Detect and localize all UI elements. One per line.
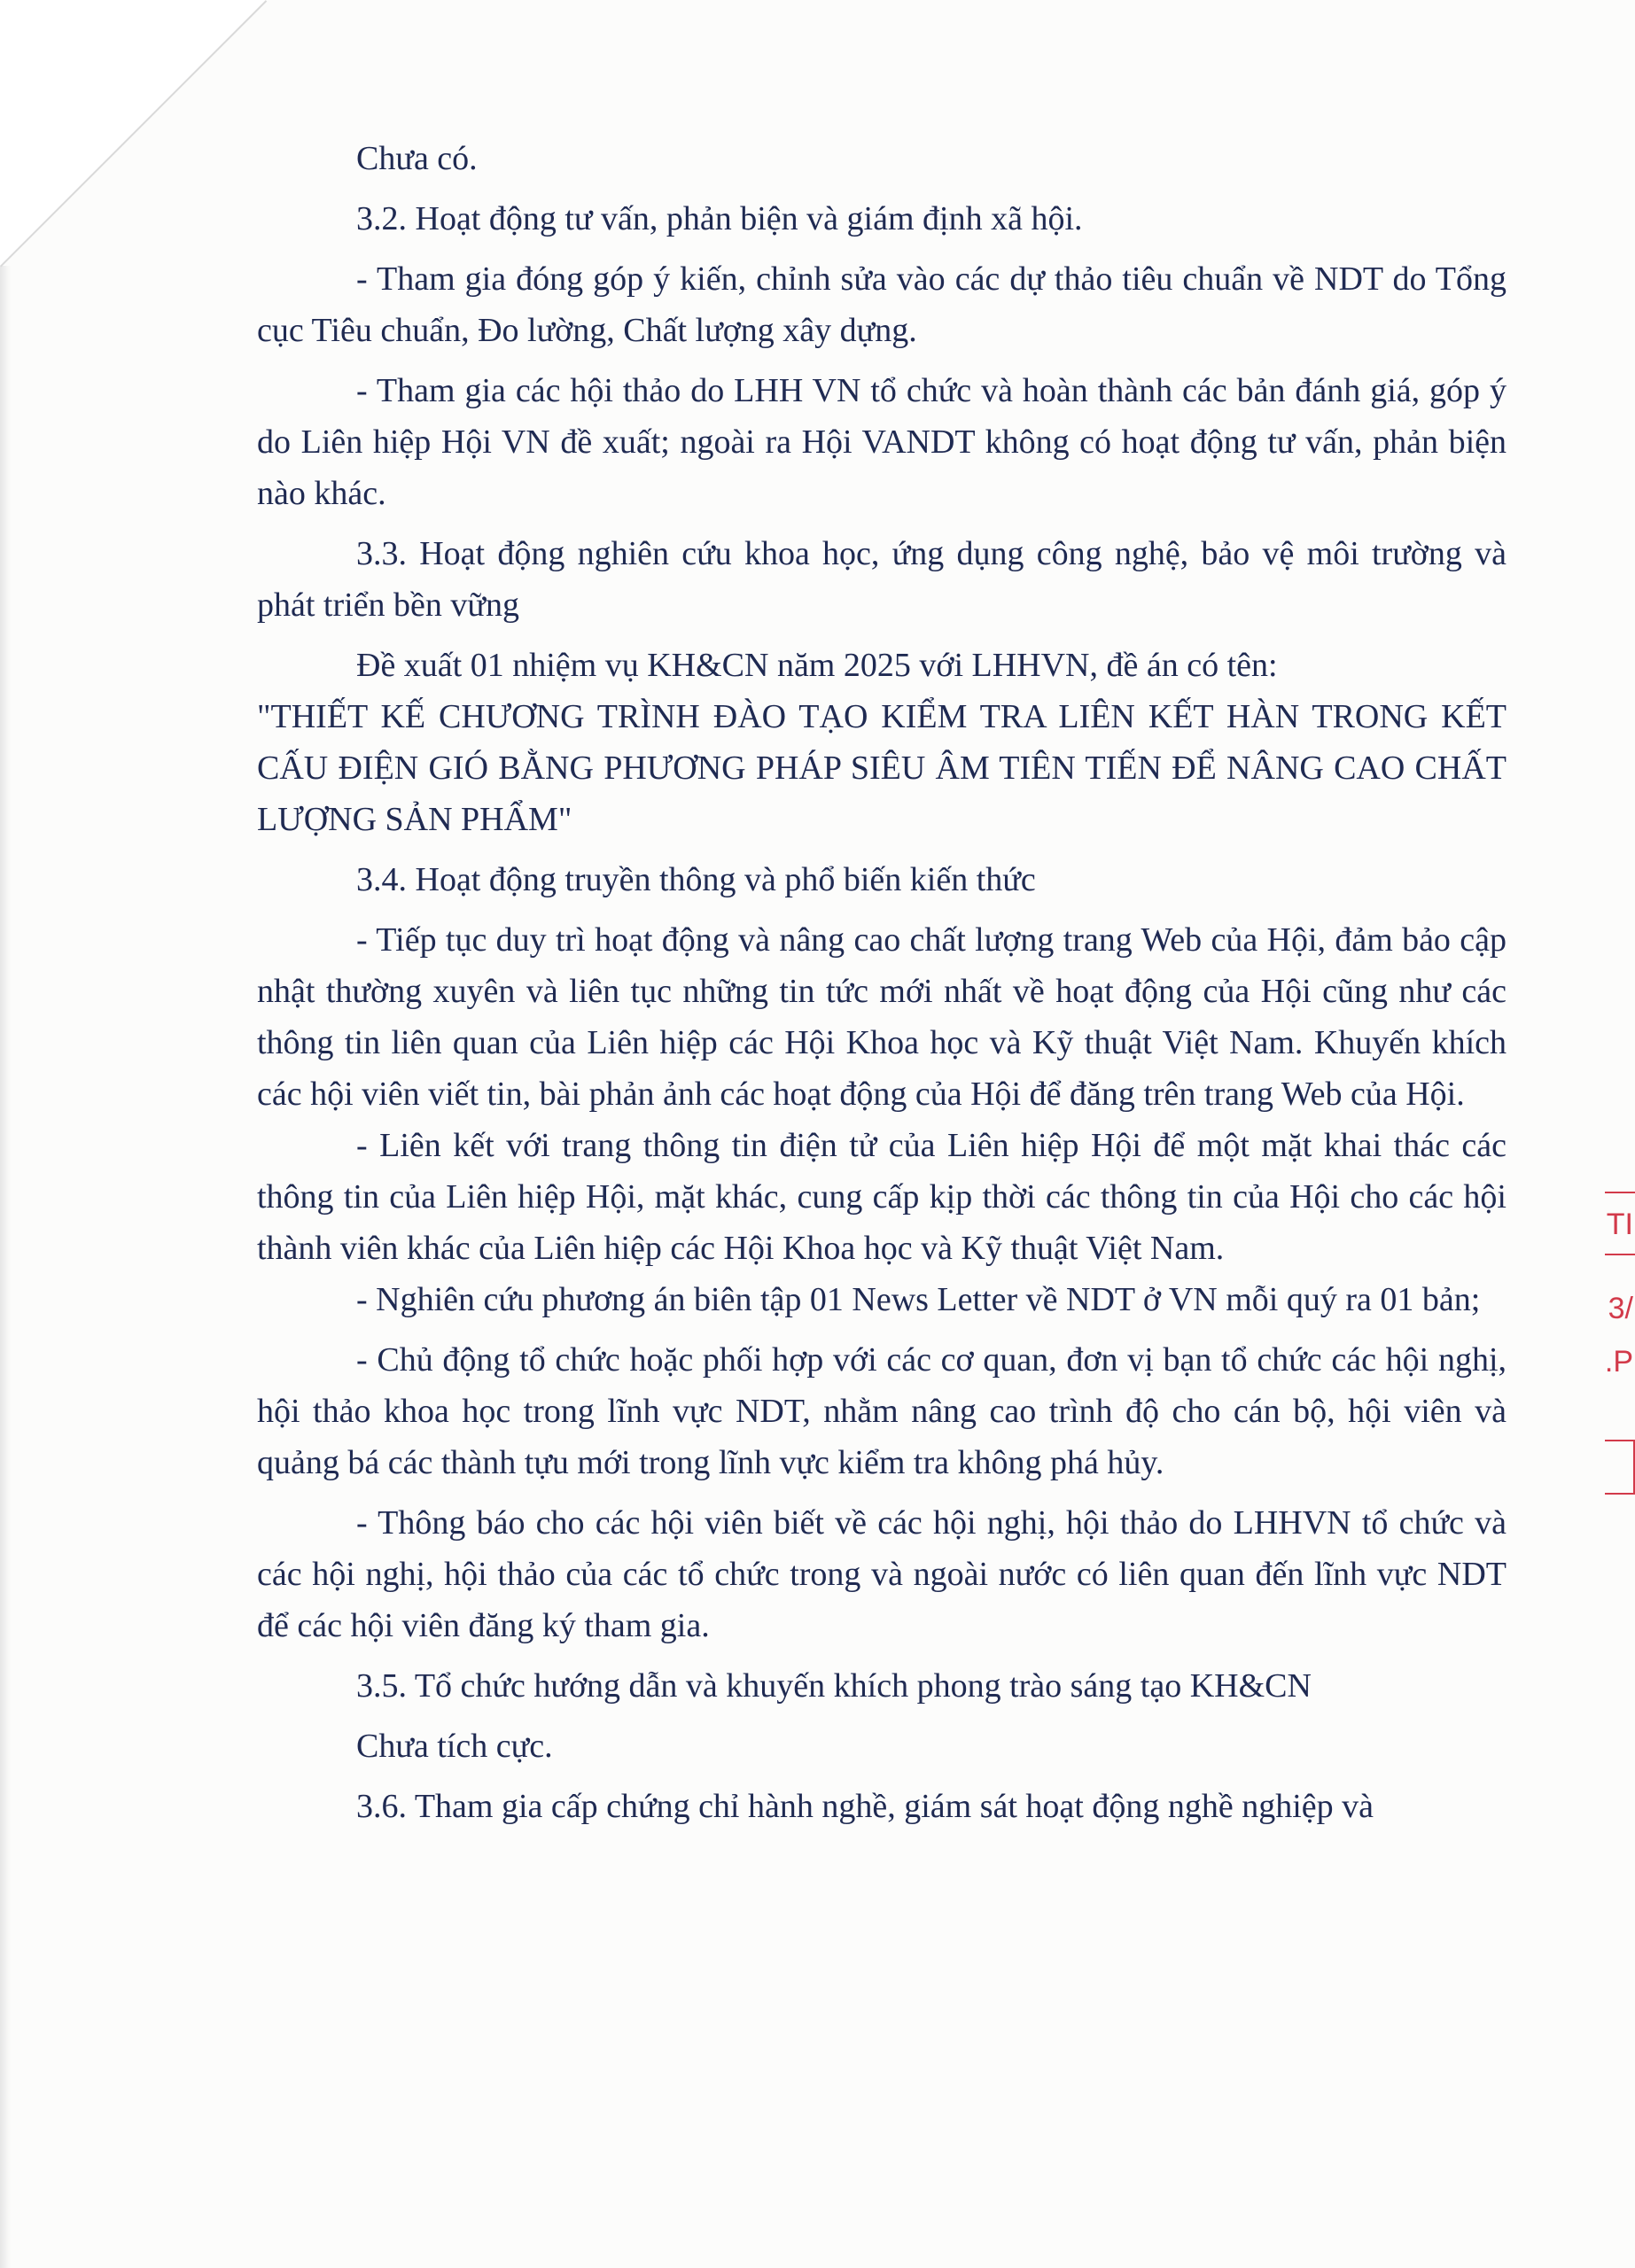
paragraph-workshops: - Tham gia các hội thảo do LHH VN tổ chức và hoàn thành các bản đánh giá, góp ý do Liên hiệp Hội VN đề xuất; ngoài ra Hội VANDT không có hoạt động tư vấn, phản biện nào khác. <box>257 372 1507 512</box>
heading-3-5: 3.5. Tổ chức hướng dẫn và khuyến khích phong trào sáng tạo KH&CN <box>356 1667 1312 1705</box>
stamp-line-3 <box>1605 1440 1635 1441</box>
paragraph-conferences: - Chủ động tổ chức hoặc phối hợp với các cơ quan, đơn vị bạn tổ chức các hội nghị, hội thảo khoa học trong lĩnh vực NDT, nhằm nâng cao trình độ cho cán bộ, hội viên và quảng bá các thành tựu mới trong lĩnh vực kiểm tra không phá hủy. <box>257 1341 1507 1481</box>
paragraph-website: - Tiếp tục duy trì hoạt động và nâng cao chất lượng trang Web của Hội, đảm bảo cập nhật thường xuyên và liên tục những tin tức mới nhất về hoạt động của Hội cũng như các thông tin liên quan của Liên hiệp các Hội Khoa học và Kỹ thuật Việt Nam. Khuyến khích các hội viên viết tin, bài phản ảnh các hoạt động của Hội để đăng trên trang Web của Hội. <box>257 921 1507 1113</box>
paragraph-newsletter: - Nghiên cứu phương án biên tập 01 News Letter về NDT ở VN mỗi quý ra 01 bản; <box>356 1281 1481 1318</box>
paragraph-notifications: - Thông báo cho các hội viên biết về các hội nghị, hội thảo do LHHVN tổ chức và các hội nghị, hội thảo của các tổ chức trong và ngoài nước có liên quan đến lĩnh vực NDT để các hội viên đăng ký tham gia. <box>257 1504 1507 1644</box>
stamp-line-bottom <box>1605 1493 1635 1495</box>
stamp-text-3: .P <box>1604 1345 1633 1379</box>
red-margin-stamp <box>1594 1192 1635 1511</box>
project-title: "THIẾT KẾ CHƯƠNG TRÌNH ĐÀO TẠO KIỂM TRA LIÊN KẾT HÀN TRONG KẾT CẤU ĐIỆN GIÓ BẰNG PHƯƠNG PHÁP SIÊU ÂM TIÊN TIẾN ĐỂ NÂNG CAO CHẤT LƯỢNG SẢN PHẨM" <box>257 698 1507 838</box>
paragraph-chua-co: Chưa có. <box>356 140 478 177</box>
paragraph-portal-link: - Liên kết với trang thông tin điện tử của Liên hiệp Hội để một mặt khai thác các thông tin của Liên hiệp Hội, mặt khác, cung cấp kịp thời các thông tin của Hội cho các hội thành viên khác của Liên hiệp các Hội Khoa học và Kỹ thuật Việt Nam. <box>257 1127 1507 1267</box>
heading-3-3: 3.3. Hoạt động nghiên cứu khoa học, ứng dụng công nghệ, bảo vệ môi trường và phát triển bền vững <box>257 535 1507 624</box>
paragraph-chua-tich-cuc: Chưa tích cực. <box>356 1728 553 1765</box>
paragraph-proposal: Đề xuất 01 nhiệm vụ KH&CN năm 2025 với LHHVN, đề án có tên: <box>356 647 1278 684</box>
stamp-line-2 <box>1605 1254 1635 1255</box>
heading-3-4: 3.4. Hoạt động truyền thông và phổ biến kiến thức <box>356 861 1036 898</box>
stamp-text-2: 3/ <box>1608 1292 1633 1325</box>
stamp-text-1: TI <box>1606 1208 1633 1241</box>
heading-3-6: 3.6. Tham gia cấp chứng chỉ hành nghề, giám sát hoạt động nghề nghiệp và <box>356 1788 1374 1825</box>
heading-3-2: 3.2. Hoạt động tư vấn, phản biện và giám định xã hội. <box>356 200 1083 237</box>
paragraph-standards-feedback: - Tham gia đóng góp ý kiến, chỉnh sửa vào các dự thảo tiêu chuẩn về NDT do Tổng cục Tiêu chuẩn, Đo lường, Chất lượng xây dựng. <box>257 260 1507 349</box>
document-body <box>257 133 1507 1832</box>
scan-left-edge <box>0 266 11 2268</box>
stamp-line-top <box>1605 1192 1635 1193</box>
